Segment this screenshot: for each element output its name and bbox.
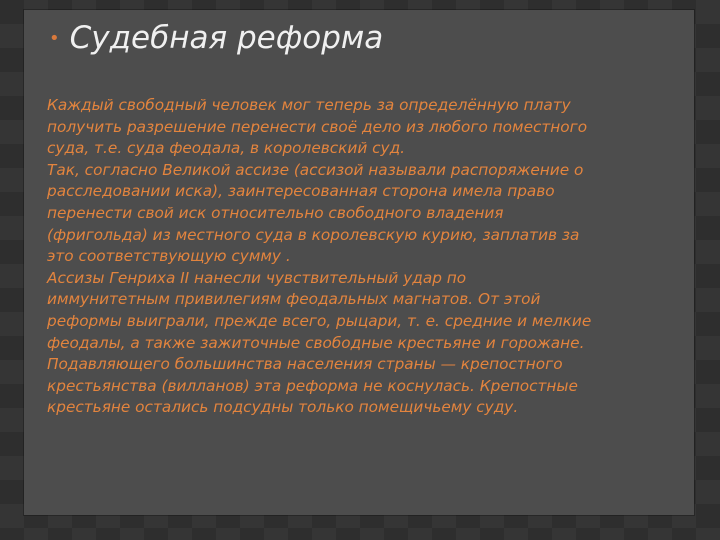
bullet-icon: • (49, 27, 60, 49)
slide-title: Судебная реформа (69, 20, 384, 56)
slide-body-text: Каждый свободный человек мог теперь за определённую плату получить разрешение перенести своё дело из любого поместного суда, т.е. суда феодала, в королевский суд. Так, согласно Великой ассизе (ассизой называли распоряжение о расследовании иска), заинтересованная сторона имела право перенести свой иск относительно свободного владения (фригольда) из местного суда в королевскую курию, заплатив за это соответствующую сумму . Ассизы Генриха II нанесли чувствительный удар по иммунитетным привилегиям феодальных магнатов. От этой реформы выиграли, прежде всего, рыцари, т. е. средние и мелкие феодалы, а также зажиточные свободные крестьяне и горожане. Подавляющего большинства населения страны — крепостного крестьянства (вилланов) эта реформа не коснулась. Крепостные крестьяне остались подсудны только помещичьему суду. (47, 96, 592, 417)
title-row (49, 20, 383, 57)
